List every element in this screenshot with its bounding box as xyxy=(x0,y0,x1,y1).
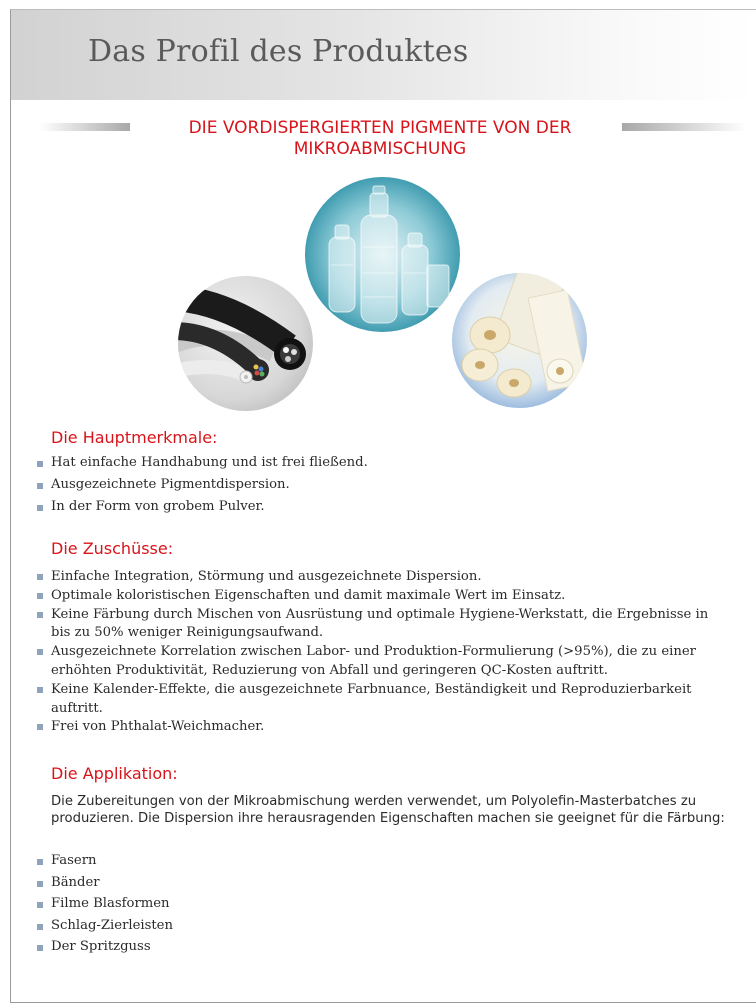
list-item: Schlag-Zierleisten xyxy=(37,918,727,940)
list-item: Filme Blasformen xyxy=(37,896,727,918)
list-item: Hat einfache Handhabung und ist frei fließend. xyxy=(37,455,727,477)
page-title: Das Profil des Produktes xyxy=(88,34,469,69)
features-heading: Die Hauptmerkmale: xyxy=(51,428,218,447)
list-item: Keine Färbung durch Mischen von Ausrüstung und optimale Hygiene-Werkstatt, die Ergebnisse in bis zu 50% weniger Reinigungsaufwand. xyxy=(37,606,727,644)
list-item: In der Form von grobem Pulver. xyxy=(37,499,727,521)
application-heading: Die Applikation: xyxy=(51,764,178,783)
list-item: Einfache Integration, Störmung und ausgezeichnete Dispersion. xyxy=(37,568,727,587)
list-item: Ausgezeichnete Pigmentdispersion. xyxy=(37,477,727,499)
list-item: Bänder xyxy=(37,875,727,897)
list-item: Ausgezeichnete Korrelation zwischen Labor- und Produktion-Formulierung (>95%), die zu einer erhöhten Produktivität, Reduzierung von Abfall und geringeren QC-Kosten auftritt. xyxy=(37,643,727,681)
benefits-list xyxy=(37,568,727,737)
water-bottles-image xyxy=(305,177,460,332)
list-item: Der Spritzguss xyxy=(37,939,727,961)
list-item: Keine Kalender-Effekte, die ausgezeichnete Farbnuance, Beständigkeit und Reproduzierbarkeit auftritt. xyxy=(37,681,727,719)
list-item: Frei von Phthalat-Weichmacher. xyxy=(37,718,727,737)
title-rule-right xyxy=(622,123,746,131)
features-list xyxy=(37,455,727,521)
list-item: Optimale koloristischen Eigenschaften und damit maximale Wert im Einsatz. xyxy=(37,587,727,606)
application-paragraph: Die Zubereitungen von der Mikroabmischung werden verwendet, um Polyolefin-Masterbatches zu produzieren. Die Dispersion ihre herausragenden Eigenschaften machen sie geeignet für die Färbung: xyxy=(51,794,725,826)
film-rolls-image xyxy=(452,273,587,408)
list-item: Fasern xyxy=(37,853,727,875)
section-title: DIE VORDISPERGIERTEN PIGMENTE VON DER MIKROABMISCHUNG xyxy=(188,118,572,159)
title-rule-left xyxy=(40,123,130,131)
benefits-heading: Die Zuschüsse: xyxy=(51,539,174,558)
application-list xyxy=(37,853,727,961)
cables-image xyxy=(178,276,313,411)
